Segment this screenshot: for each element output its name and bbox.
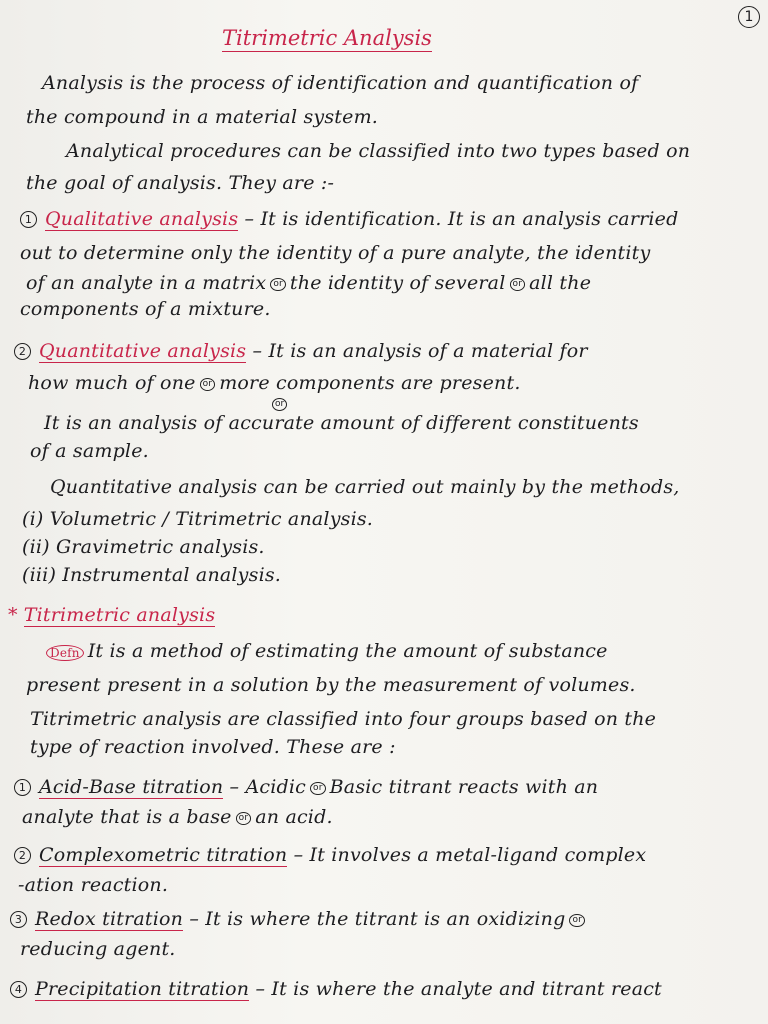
- quantitative-text: – It is an analysis of a material for: [252, 340, 588, 362]
- method-item: (ii) Gravimetric analysis.: [22, 536, 265, 558]
- type-number: 1: [14, 779, 31, 796]
- quantitative-number: 2: [14, 343, 31, 360]
- or-symbol: or: [200, 378, 216, 391]
- qualitative-line-4: components of a mixture.: [20, 298, 271, 320]
- type-number: 3: [10, 911, 27, 928]
- quantitative-line-1: [14, 340, 588, 362]
- qualitative-text-c: all the: [529, 272, 592, 294]
- type-acid-base-line-1: [14, 776, 598, 798]
- quantitative-text-a: how much of one: [28, 372, 196, 394]
- or-symbol: or: [236, 812, 252, 825]
- type-text: – It is where the titrant is an oxidizing: [189, 908, 566, 930]
- type-acid-base-line-2: [22, 806, 333, 828]
- or-symbol: or: [272, 398, 287, 411]
- titrimetric-text: It is a method of estimating the amount of substance: [87, 640, 608, 662]
- type-heading: Precipitation titration: [35, 978, 250, 1000]
- qualitative-text-a: of an analyte in a matrix: [26, 272, 267, 294]
- definition-mark: Defn: [46, 645, 84, 661]
- type-precipitation-line-1: [10, 978, 662, 1000]
- qualitative-line-3: [26, 272, 591, 294]
- or-symbol: or: [310, 782, 326, 795]
- method-item: (iii) Instrumental analysis.: [22, 564, 282, 586]
- qualitative-line-2: out to determine only the identity of a pure analyte, the identity: [20, 242, 651, 264]
- intro-line-1: Analysis is the process of identification and quantification of: [42, 72, 639, 94]
- type-text: an acid.: [255, 806, 333, 828]
- intro-line-2: the compound in a material system.: [26, 106, 379, 128]
- type-heading: Redox titration: [35, 908, 184, 930]
- page-title: Titrimetric Analysis: [222, 26, 432, 50]
- intro-line-3: Analytical procedures can be classified into two types based on: [66, 140, 691, 162]
- titrimetric-line-2: present present in a solution by the measurement of volumes.: [26, 674, 636, 696]
- star-bullet: *: [8, 604, 18, 626]
- qualitative-text: – It is identification. It is an analysis carried: [244, 208, 679, 230]
- type-redox-line-2: reducing agent.: [20, 938, 176, 960]
- titrimetric-heading-line: [8, 604, 215, 626]
- method-item: (i) Volumetric / Titrimetric analysis.: [22, 508, 374, 530]
- type-number: 2: [14, 847, 31, 864]
- type-complexometric-line-2: -ation reaction.: [18, 874, 169, 896]
- quantitative-line-5: Quantitative analysis can be carried out mainly by the methods,: [50, 476, 680, 498]
- type-text: Basic titrant reacts with an: [329, 776, 599, 798]
- qualitative-line-1: [20, 208, 678, 230]
- type-text: – It is where the analyte and titrant react: [255, 978, 662, 1000]
- titrimetric-line-1: [46, 640, 608, 662]
- type-heading: Acid-Base titration: [39, 776, 224, 798]
- type-text: – It involves a metal-ligand complex: [293, 844, 647, 866]
- type-number: 4: [10, 981, 27, 998]
- quantitative-line-3: It is an analysis of accurate amount of different constituents: [44, 412, 639, 434]
- intro-line-4: the goal of analysis. They are :-: [26, 172, 335, 194]
- titrimetric-heading: Titrimetric analysis: [23, 604, 216, 626]
- page-number: 1: [738, 6, 760, 28]
- titrimetric-line-3: Titrimetric analysis are classified into four groups based on the: [30, 708, 657, 730]
- qualitative-heading: Qualitative analysis: [45, 208, 239, 230]
- titrimetric-line-4: type of reaction involved. These are :: [30, 736, 396, 758]
- quantitative-text-b: more components are present.: [219, 372, 521, 394]
- qualitative-text-b: the identity of several: [289, 272, 506, 294]
- quantitative-line-4: of a sample.: [30, 440, 149, 462]
- or-symbol: or: [569, 914, 585, 927]
- or-symbol: or: [510, 278, 526, 291]
- type-text: analyte that is a base: [22, 806, 232, 828]
- type-heading: Complexometric titration: [39, 844, 288, 866]
- quantitative-line-2: [28, 372, 521, 394]
- type-complexometric-line-1: [14, 844, 646, 866]
- quantitative-heading: Quantitative analysis: [39, 340, 247, 362]
- type-redox-line-1: [10, 908, 589, 930]
- or-symbol: or: [270, 278, 286, 291]
- type-text: – Acidic: [229, 776, 307, 798]
- qualitative-number: 1: [20, 211, 37, 228]
